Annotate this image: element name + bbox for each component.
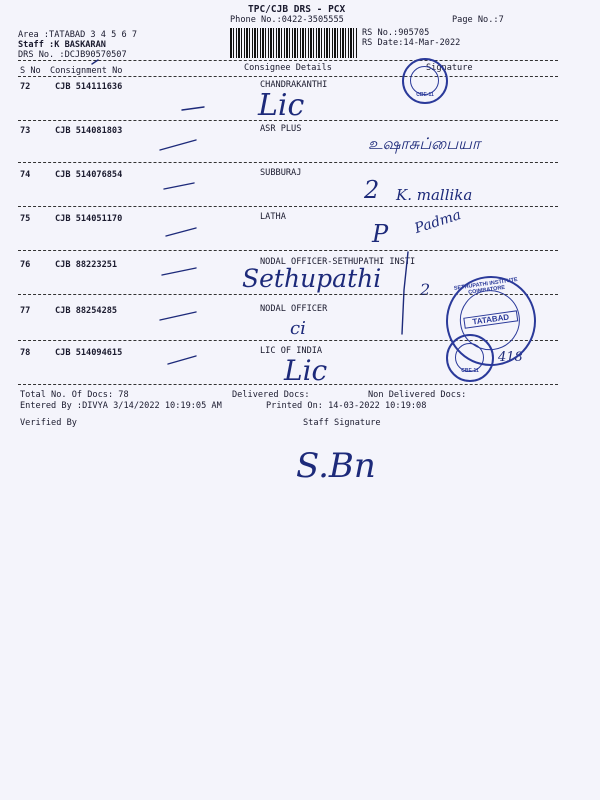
row-signature: Lic (258, 88, 305, 123)
printed-on: Printed On: 14-03-2022 10:19:08 (266, 401, 427, 411)
non-delivered-docs: Non Delivered Docs: (368, 390, 467, 400)
row-signature: உஷாசுப்பையா (368, 134, 481, 153)
row-sno: 75 (20, 214, 31, 224)
row-sno: 73 (20, 126, 31, 136)
mark-p: P (372, 220, 389, 248)
row-sno: 77 (20, 306, 31, 316)
mark-2: 2 (364, 176, 380, 204)
row-signature: Lic (284, 354, 328, 387)
row-consignment: CJB 514076854 (55, 170, 123, 180)
drs-number: DRS No. :DCJB90570507 (18, 50, 127, 60)
total-docs: Total No. Of Docs: 78 (20, 390, 129, 400)
seal-outer-text: SETHUPATHI INSTITUTE COIMBATORE (453, 276, 519, 296)
row-consignee: LATHA (260, 212, 286, 222)
staff-signature: S.Bn (296, 446, 376, 486)
row-consignment: CJB 88254285 (55, 306, 118, 316)
rs-number: RS No.:905705 (362, 28, 430, 38)
row-consignment: CJB 514111636 (55, 82, 123, 92)
row-consignee: NODAL OFFICER (260, 304, 328, 314)
row-consignee: ASR PLUS (260, 124, 302, 134)
page-number: Page No.:7 (452, 15, 504, 25)
document-title: TPC/CJB DRS - PCX (248, 4, 346, 15)
row-signature: K. mallika (396, 186, 473, 204)
mark-418: 418 (498, 350, 523, 365)
row-signature: Padma (412, 207, 464, 237)
round-seal-top (402, 58, 448, 104)
delivered-docs: Delivered Docs: (232, 390, 310, 400)
seal-text: CBE-11 (416, 92, 434, 98)
row-consignee: SUBBURAJ (260, 168, 302, 178)
rs-date: RS Date:14-Mar-2022 (362, 38, 461, 48)
row-consignee: CHANDRAKANTHI (260, 80, 328, 90)
row-sno: 72 (20, 82, 31, 92)
col-consignment: Consignment No (50, 66, 123, 76)
col-sno: S No (20, 66, 41, 76)
row-consignee: LIC OF INDIA (260, 346, 323, 356)
row-consignee: NODAL OFFICER-SETHUPATHI INSTI (260, 257, 416, 267)
staff-signature-label: Staff Signature (303, 418, 381, 428)
phone-number: Phone No.:0422-3505555 (230, 15, 344, 25)
row-sno: 78 (20, 348, 31, 358)
row-signature: Sethupathi (242, 264, 382, 293)
row-signature: ci (290, 318, 306, 339)
seal-text: CBE-11 (461, 368, 479, 374)
seal-center-text: TATABAD (463, 310, 518, 328)
col-consignee: Consignee Details (244, 63, 332, 73)
mark-circle-2: 2 (420, 280, 431, 299)
row-consignment: CJB 514051170 (55, 214, 123, 224)
col-signature: Signature (426, 63, 473, 73)
verified-by: Verified By (20, 418, 77, 428)
row-consignment: CJB 514081803 (55, 126, 123, 136)
row-sno: 74 (20, 170, 31, 180)
staff-label: Staff :K BASKARAN (18, 40, 106, 50)
area-label: Area :TATABAD 3 4 5 6 7 (18, 30, 137, 40)
row-consignment: CJB 88223251 (55, 260, 118, 270)
row-sno: 76 (20, 260, 31, 270)
entered-by: Entered By :DIVYA 3/14/2022 10:19:05 AM (20, 401, 222, 411)
round-seal-bottom (446, 334, 494, 382)
row-consignment: CJB 514094615 (55, 348, 123, 358)
